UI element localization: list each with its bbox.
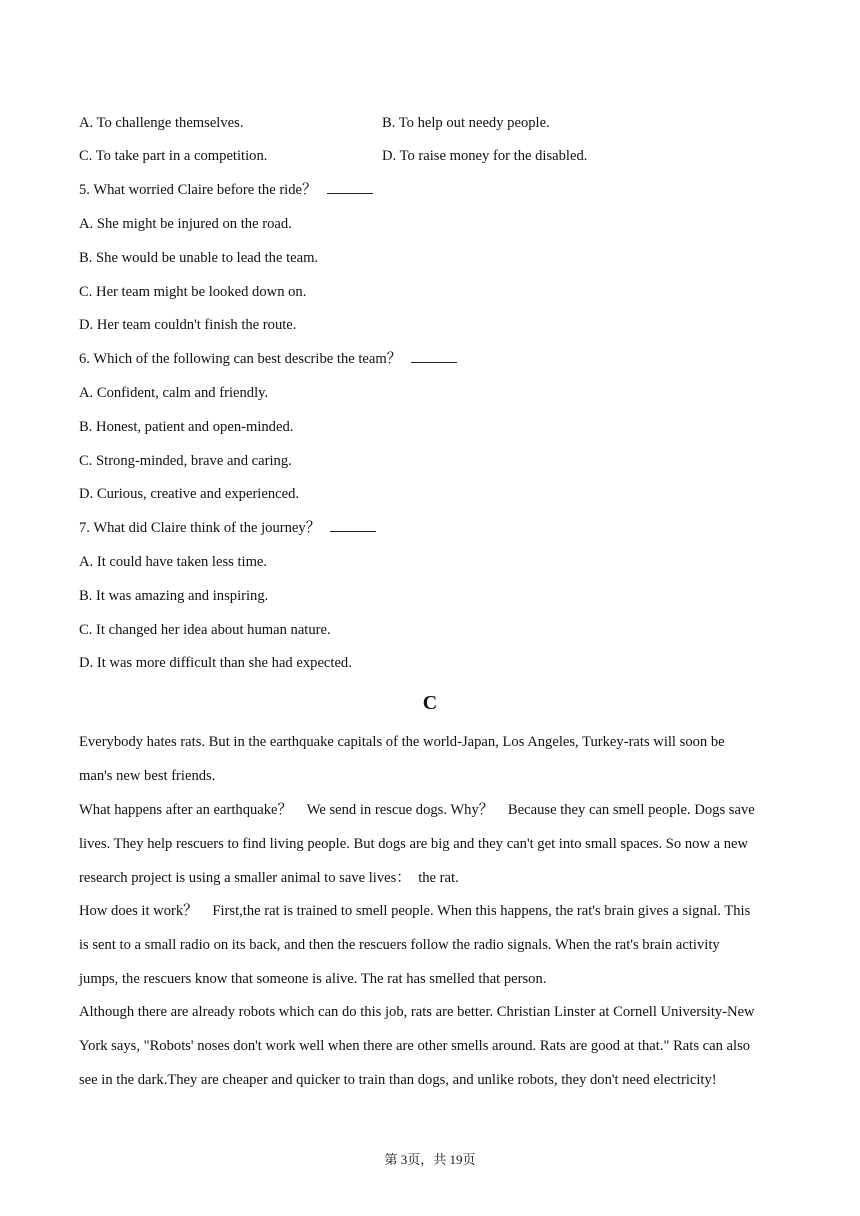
section-heading: C [422,692,438,714]
q4-option-b: B. To help out needy people. [382,115,550,131]
q4-option-a: A. To challenge themselves. [79,115,244,131]
q4-option-c: C. To take part in a competition. [79,148,268,164]
paragraph-line: is sent to a small radio on its back, and then the rescuers follow the radio signals. When the rat's brain activity [79,937,720,953]
q7-stem [79,519,376,537]
q7-option-a: A. It could have taken less time. [79,554,268,570]
answer-blank [327,181,373,194]
answer-blank [330,519,376,532]
paragraph-line: see in the dark.They are cheaper and quicker to train than dogs, and unlike robots, they don't need electricity! [79,1072,717,1088]
paragraph-line: man's new best friends. [79,768,216,784]
q5-option-b: B. She would be unable to lead the team. [79,250,319,266]
paragraph-line: research project is using a smaller animal to save lives： the rat. [79,870,459,886]
q6-option-b: B. Honest, patient and open-minded. [79,419,294,435]
q7-option-b: B. It was amazing and inspiring. [79,588,269,604]
paragraph-line: What happens after an earthquake？ We send in rescue dogs. Why？ Because they can smell people. Dogs save [79,802,755,818]
q5-stem-text: 5. What worried Claire before the ride？ [79,182,317,198]
paragraph-1 [79,725,784,793]
q7-stem-text: 7. What did Claire think of the journey？ [79,520,321,536]
paragraph-line: How does it work？ First,the rat is trained to smell people. When this happens, the rat's brain gives a signal. This [79,903,751,919]
q6-option-a: A. Confident, calm and friendly. [79,385,269,401]
q6-stem [79,350,457,368]
paragraph-line: Although there are already robots which can do this job, rats are better. Christian Linster at Cornell University-New [79,1004,755,1020]
q6-option-c: C. Strong-minded, brave and caring. [79,453,292,469]
paragraph-3 [79,894,784,996]
paragraph-line: York says, "Robots' noses don't work well when there are other smells around. Rats are good at that." Rats can also [79,1038,751,1054]
q5-option-d: D. Her team couldn't finish the route. [79,317,297,333]
q6-stem-text: 6. Which of the following can best describe the team？ [79,351,402,367]
q6-option-d: D. Curious, creative and experienced. [79,486,300,502]
page-footer: 第 3页，共 19页 [384,1152,476,1167]
q7-option-d: D. It was more difficult than she had expected. [79,655,352,671]
paragraph-line: jumps, the rescuers know that someone is alive. The rat has smelled that person. [79,971,547,987]
answer-blank [411,350,457,363]
q7-option-c: C. It changed her idea about human nature. [79,622,331,638]
q5-option-a: A. She might be injured on the road. [79,216,292,232]
q5-option-c: C. Her team might be looked down on. [79,284,307,300]
paragraph-2 [79,793,784,895]
paragraph-4 [79,995,784,1097]
q4-option-d: D. To raise money for the disabled. [382,148,588,164]
paragraph-line: lives. They help rescuers to find living people. But dogs are big and they can't get into small spaces. So now a new [79,836,749,852]
q5-stem [79,181,373,199]
paragraph-line: Everybody hates rats. But in the earthquake capitals of the world-Japan, Los Angeles, Turkey-rats will soon be [79,734,725,750]
